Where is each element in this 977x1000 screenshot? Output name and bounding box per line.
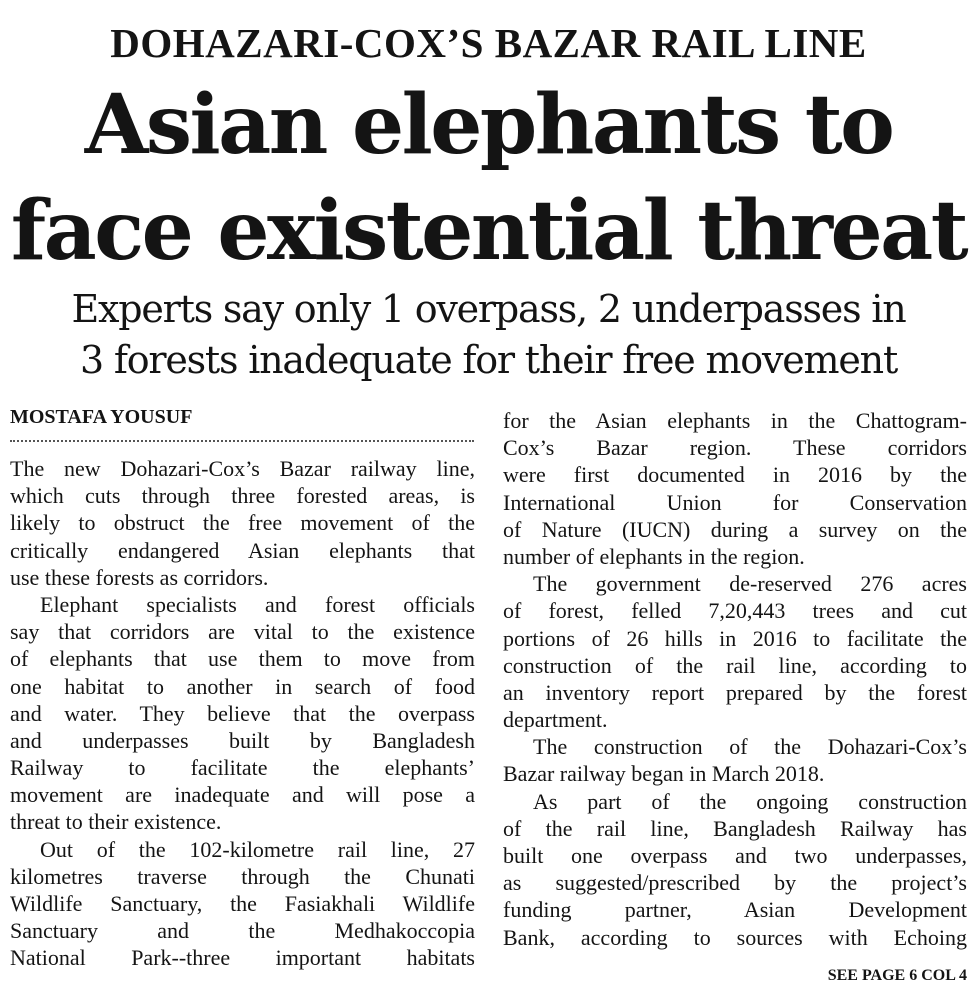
text-line: for the Asian elephants in the Chattogram- (503, 408, 967, 433)
text-line: Sanctuary and the Medhakoccopia (10, 918, 475, 944)
subheadline-line-1: Experts say only 1 overpass, 2 underpasses in (71, 287, 906, 331)
text-line: number of elephants in the region. (503, 543, 805, 569)
article-column-2 (503, 407, 967, 951)
text-line: say that corridors are vital to the existence (10, 619, 475, 645)
text-line: as suggested/prescribed by the project’s (503, 870, 967, 896)
text-line: Railway to facilitate the elephants’ (10, 755, 475, 781)
text-line: and underpasses built by Bangladesh (10, 727, 475, 753)
text-line: construction of the rail line, according to (503, 652, 967, 678)
text-line: threat to their existence. (10, 809, 222, 835)
headline-line-1: Asian elephants to (84, 77, 893, 173)
byline-divider (10, 440, 474, 442)
text-line: funding partner, Asian Development (503, 897, 967, 923)
subheadline (0, 284, 977, 386)
text-line: Out of the 102-kilometre rail line, 27 (40, 836, 475, 862)
text-line: critically endangered Asian elephants that (10, 537, 475, 563)
text-line: kilometres traverse through the Chunati (10, 863, 475, 889)
text-line: and water. They believe that the overpass (10, 700, 475, 726)
text-line: Wildlife Sanctuary, the Fasiakhali Wildlife (10, 891, 475, 916)
subheadline-line-2: 3 forests inadequate for their free movement (79, 338, 898, 382)
text-line: Elephant specialists and forest officials (40, 591, 475, 617)
text-line: Cox’s Bazar region. These corridors (503, 435, 967, 461)
text-line: department. (503, 707, 608, 733)
text-line: International Union for Conservation (503, 489, 967, 515)
text-line: built one overpass and two underpasses, (503, 843, 967, 868)
text-line: an inventory report prepared by the forest (503, 679, 967, 705)
text-line: were first documented in 2016 by the (503, 462, 967, 488)
byline: MOSTAFA YOUSUF (10, 406, 193, 428)
text-line: Bazar railway began in March 2018. (503, 761, 825, 787)
headline-line-2: face existential threat (10, 183, 967, 279)
text-line: As part of the ongoing construction (533, 788, 967, 814)
text-line: The government de-reserved 276 acres (533, 571, 967, 597)
text-line: use these forests as corridors. (10, 564, 269, 590)
text-line: of the rail line, Bangladesh Railway has (503, 815, 967, 841)
headline (0, 72, 977, 284)
text-line: movement are inadequate and will pose a (10, 782, 475, 808)
text-line: of forest, felled 7,20,443 trees and cut (503, 598, 967, 624)
text-line: of elephants that use them to move from (10, 646, 475, 672)
article-column-1 (10, 455, 475, 972)
text-line: one habitat to another in search of food (10, 673, 475, 699)
text-line: likely to obstruct the free movement of the (10, 510, 475, 536)
text-line: The construction of the Dohazari-Cox’s (533, 734, 967, 760)
text-line: portions of 26 hills in 2016 to facilitate the (503, 625, 967, 651)
text-line: National Park--three important habitats (10, 945, 475, 971)
text-line: Bank, according to sources with Echoing (503, 924, 967, 950)
kicker-heading: DOHAZARI-COX’S BAZAR RAIL LINE (110, 20, 867, 66)
text-line: which cuts through three forested areas, is (10, 483, 475, 509)
text-line: of Nature (IUCN) during a survey on the (503, 516, 967, 542)
text-line: The new Dohazari-Cox’s Bazar railway line, (10, 456, 475, 481)
continued-on-page: SEE PAGE 6 COL 4 (827, 967, 967, 984)
